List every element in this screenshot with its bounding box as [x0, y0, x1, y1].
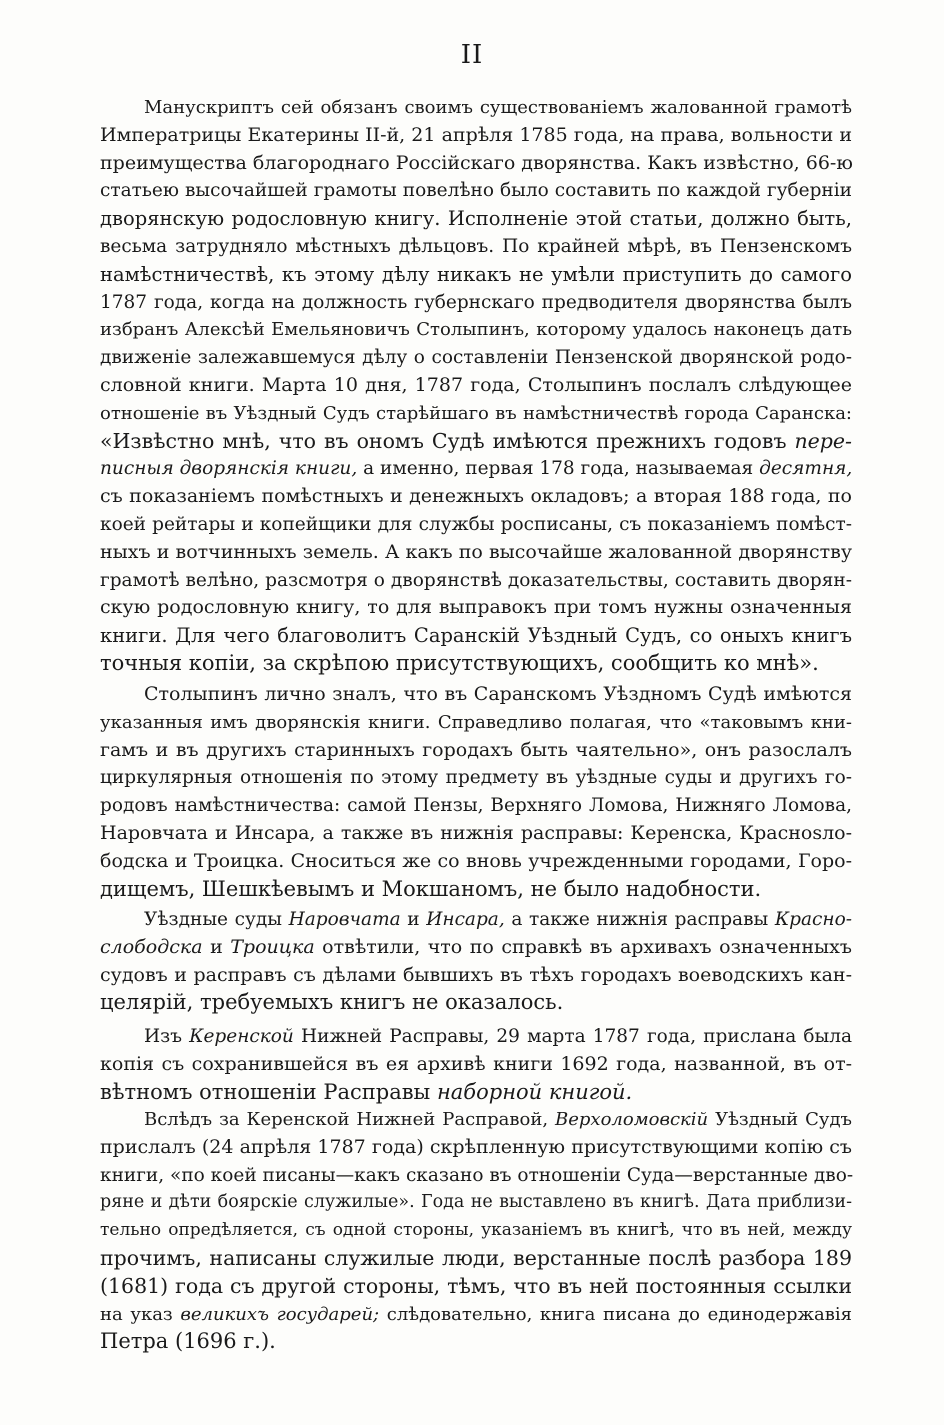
- text-line: [100, 344, 852, 372]
- paragraph: [100, 681, 852, 903]
- text-run: отвѣтили, что по справкѣ въ архивахъ означенныхъ: [314, 935, 852, 958]
- text-line: [100, 1217, 852, 1245]
- text-line: [100, 94, 852, 122]
- text-line: [100, 709, 852, 737]
- italic-text: Красно-: [774, 909, 852, 930]
- italic-text: Керенской: [189, 1026, 294, 1047]
- text-line: [100, 372, 852, 400]
- paragraph: [100, 906, 852, 1017]
- text-line: [100, 455, 852, 483]
- text-run: на указ: [100, 1303, 181, 1325]
- text-line: [100, 876, 852, 904]
- text-run: Петра (1696 г.).: [100, 1329, 276, 1354]
- text-run: словной книги. Марта 10 дня, 1787 года, Столыпинъ послалъ слѣдующее: [100, 373, 852, 396]
- text-run: целярій, требуемыхъ книгъ не оказалось.: [100, 990, 564, 1015]
- text-run: Вслѣдъ за Керенской Нижней Расправой,: [144, 1109, 556, 1130]
- text-run: Уѣздный Судъ: [708, 1109, 852, 1130]
- text-line: [100, 681, 852, 709]
- text-line: [100, 205, 852, 233]
- text-run: указанныя имъ дворянскія книги. Справедливо полагая, что «таковымъ кни-: [100, 711, 852, 733]
- text-run: (1681) года съ другой стороны, тѣмъ, что въ ней постоянныя ссылки: [100, 1273, 852, 1298]
- text-line: [100, 848, 852, 876]
- text-line: [100, 1273, 852, 1301]
- text-run: Уѣздные суды: [144, 909, 289, 930]
- text-run: гамъ и въ другихъ старинныхъ городахъ быть чаятельно», онъ разослалъ: [100, 738, 852, 761]
- paragraph: [100, 1106, 852, 1356]
- text-run: намѣстничествѣ, къ этому дѣлу никакъ не умѣли приступить до самого: [100, 262, 852, 286]
- text-line: [100, 622, 852, 650]
- text-line: [100, 567, 852, 595]
- text-line: [100, 122, 852, 150]
- text-line: [100, 428, 852, 456]
- text-line: [100, 1328, 852, 1356]
- text-line: [100, 1301, 852, 1329]
- text-run: 1787 года, когда на должность губернскаго предводителя дворянства былъ: [100, 291, 852, 313]
- text-line: [100, 177, 852, 205]
- text-line: [100, 1051, 852, 1079]
- text-line: [100, 1189, 852, 1217]
- text-line: [100, 289, 852, 317]
- text-run: «Извѣстно мнѣ, что въ ономъ Судѣ имѣются прежнихъ годовъ: [100, 428, 795, 453]
- paragraph: [100, 1023, 852, 1106]
- text-run: Наровчата и Инсара, а также въ нижнія расправы: Керенска, Краснosло-: [100, 821, 852, 844]
- text-line: [100, 934, 852, 962]
- text-run: коей рейтары и копейщики для службы росписаны, съ показаніемъ помѣст-: [100, 513, 852, 535]
- text-run: Нижней Расправы, 29 марта 1787 года, прислана была: [293, 1026, 852, 1047]
- text-run: ряне и дѣти боярскіе служилые». Года не выставлено въ книгѣ. Дата приблизи-: [100, 1192, 852, 1213]
- text-line: [100, 962, 852, 990]
- text-line: [100, 650, 852, 678]
- text-run: съ показаніемъ помѣстныхъ и денежныхъ окладовъ; а вторая 188 года, по: [100, 485, 852, 508]
- text-line: [100, 511, 852, 539]
- text-run: а именно, первая 178 года, называемая: [357, 458, 760, 480]
- text-line: [100, 483, 852, 511]
- text-run: избранъ Алексѣй Емельяновичъ Столыпинъ, которому удалось наконецъ дать: [100, 319, 852, 341]
- italic-text: наборной книгой.: [436, 1079, 633, 1104]
- text-line: [100, 737, 852, 765]
- text-line: [100, 261, 852, 289]
- text-line: [100, 989, 852, 1017]
- italic-text: Наровчата: [288, 909, 401, 930]
- text-run: скую родословную книгу, то для выправокъ при томъ нужны означенныя: [100, 596, 852, 619]
- italic-text: писныя дворянскія книги,: [100, 458, 358, 480]
- text-run: а также нижнія расправы: [504, 909, 775, 930]
- text-run: движеніе залежавшемуся дѣлу о составленіи Пензенской дворянской родо-: [100, 347, 852, 369]
- text-line: [100, 539, 852, 567]
- text-run: слѣдовательно, книга писана до единодержавія: [379, 1303, 853, 1325]
- text-run: и: [400, 909, 427, 930]
- text-line: [100, 150, 852, 178]
- italic-text: десятня,: [759, 458, 853, 480]
- text-line: [100, 1162, 852, 1190]
- italic-text: пере-: [794, 428, 852, 453]
- text-run: судовъ и расправъ съ дѣлами бывшихъ въ тѣхъ городахъ воеводскихъ кан-: [100, 963, 852, 986]
- text-run: Столыпинъ лично зналъ, что въ Саранскомъ Уѣздномъ Судѣ имѣются: [144, 683, 852, 705]
- text-line: [100, 1079, 852, 1107]
- text-line: [100, 906, 852, 934]
- italic-text: Инсара,: [426, 909, 505, 930]
- italic-text: Верхоломовскій: [555, 1109, 709, 1130]
- text-run: ныхъ и вотчинныхъ земель. А какъ по высочайше жалованной дворянству: [100, 540, 852, 563]
- text-run: тельно опредѣляется, съ одной стороны, указаніемъ въ книгѣ, что въ ней, между: [100, 1220, 852, 1241]
- italic-text: слободска: [100, 935, 203, 958]
- text-run: книги. Для чего благоволитъ Саранскій Уѣздный Судъ, со оныхъ книгъ: [100, 624, 852, 648]
- text-run: копія съ сохранившейся въ ея архивѣ книги 1692 года, названной, въ от-: [100, 1052, 852, 1075]
- text-run: точныя копіи, за скрѣпою присутствующихъ, сообщить ко мнѣ».: [100, 650, 819, 675]
- text-run: вѣтномъ отношеніи Расправы: [100, 1079, 437, 1104]
- text-line: [100, 1245, 852, 1273]
- text-line: [100, 594, 852, 622]
- text-run: преимущества благороднаго Россійскаго дворянства. Какъ извѣстно, 66-ю: [100, 151, 853, 174]
- text-run: дищемъ, Шешкѣевымъ и Мокшаномъ, не было надобности.: [100, 876, 762, 901]
- text-line: [100, 792, 852, 820]
- text-run: циркулярныя отношенія по этому предмету въ уѣздные суды и другихъ го-: [100, 767, 852, 789]
- text-run: статьею высочайшей грамоты повелѣно было составить по каждой губерніи: [100, 180, 852, 202]
- italic-text: великихъ государей;: [180, 1303, 380, 1325]
- text-line: [100, 1106, 852, 1134]
- text-run: книги, «по коей писаны—какъ сказано въ отношеніи Суда—верстанные дво-: [100, 1164, 854, 1186]
- paragraph: [100, 94, 852, 678]
- text-line: [100, 1134, 852, 1162]
- text-run: Императрицы Екатерины II-й, 21 апрѣля 1785 года, на права, вольности и: [100, 123, 852, 146]
- text-run: и: [202, 935, 231, 958]
- text-line: [100, 233, 852, 261]
- text-run: весьма затрудняло мѣстныхъ дѣльцовъ. По крайней мѣрѣ, въ Пензенскомъ: [100, 235, 852, 257]
- text-run: грамотѣ велѣно, разсмотря о дворянствѣ доказательствы, составить дворян-: [100, 569, 852, 591]
- text-run: прочимъ, написаны служилые люди, верстанные послѣ разбора 189: [100, 1245, 852, 1270]
- text-line: [100, 820, 852, 848]
- italic-text: Троицка: [230, 935, 315, 958]
- page-number: II: [460, 40, 484, 70]
- text-run: отношеніе въ Уѣздный Судъ старѣйшаго въ намѣстничествѣ города Саранска:: [100, 402, 852, 424]
- text-line: [100, 316, 852, 344]
- text-run: бодска и Троицка. Сноситься же со вновь учрежденными городами, Горо-: [100, 849, 852, 872]
- text-line: [100, 764, 852, 792]
- text-run: прислалъ (24 апрѣля 1787 года) скрѣпленную присутствующими копію съ: [100, 1135, 852, 1158]
- text-run: Изъ: [144, 1026, 190, 1047]
- text-line: [100, 1023, 852, 1051]
- text-run: родовъ намѣстничества: самой Пензы, Верхняго Ломова, Нижняго Ломова,: [100, 795, 852, 817]
- text-run: Манускриптъ сей обязанъ своимъ существованіемъ жалованной грамотѣ: [144, 97, 852, 118]
- text-line: [100, 400, 852, 428]
- text-run: дворянскую родословную книгу. Исполненіе этой статьи, должно быть,: [100, 207, 852, 231]
